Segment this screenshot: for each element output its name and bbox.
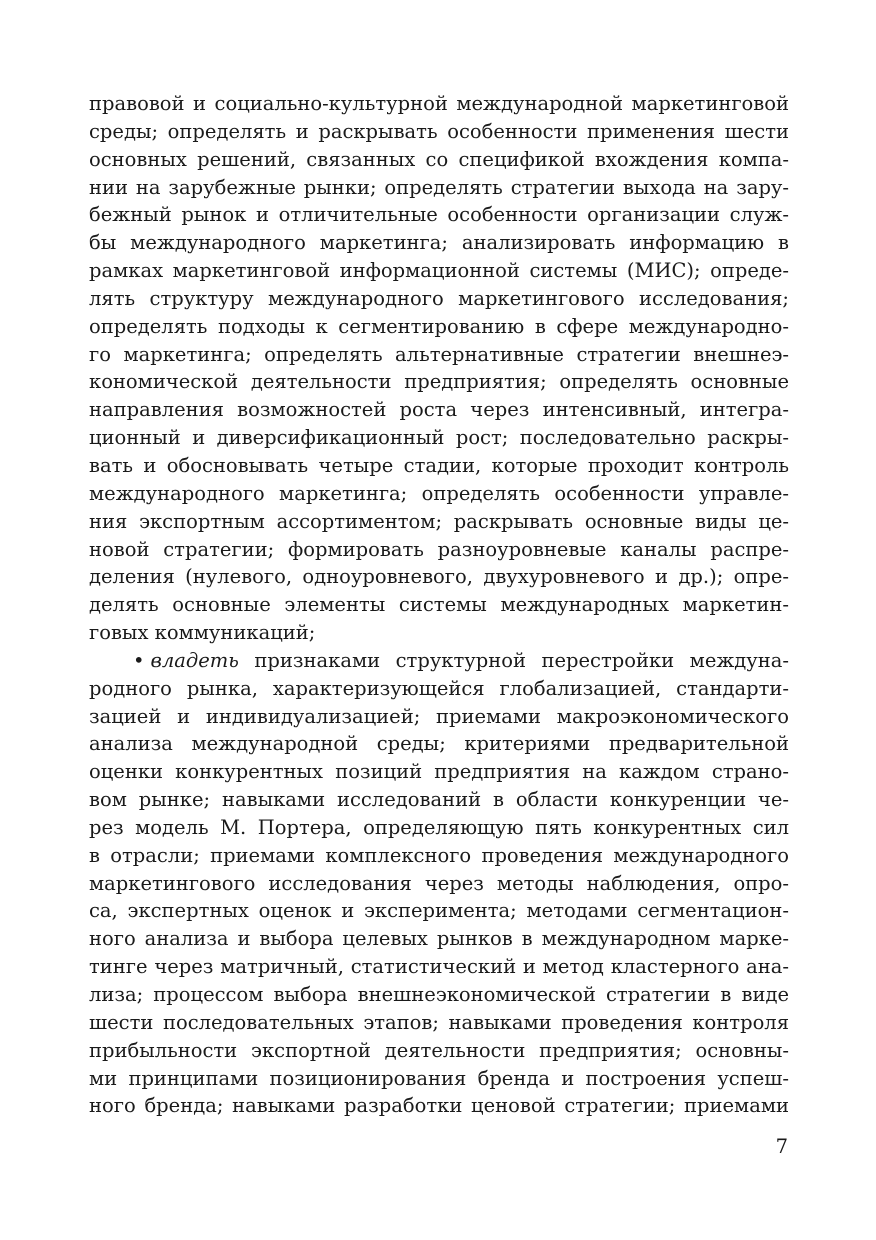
body-text (89, 90, 789, 1120)
text-line: рамках маркетинговой информационной системы (МИС); опреде- (89, 259, 789, 283)
text-line-first (89, 647, 789, 675)
text-line: маркетингового исследования через методы наблюдения, опро- (89, 871, 789, 895)
text-line: са, экспертных оценок и эксперимента; методами сегментацион- (89, 899, 789, 923)
text-line: лиза; процессом выбора внешнеэкономической стратегии в виде (89, 983, 789, 1006)
emphasis-term: владеть (150, 648, 239, 672)
text-line: оценки конкурентных позиций предприятия на каждом страно- (89, 760, 789, 784)
text-line: тинге через матричный, статистический и метод кластерного ана- (89, 955, 789, 979)
text-line: ния экспортным ассортиментом; раскрывать основные виды це- (89, 509, 789, 533)
text-line: бы международного маркетинга; анализировать информацию в (89, 231, 789, 255)
text-line: вом рынке; навыками исследований в области конкуренции че- (89, 788, 789, 812)
text-line: бежный рынок и отличительные особенности организации служ- (89, 203, 789, 227)
text-run: признаками структурной перестройки междуна- (238, 648, 789, 672)
text-line: анализа международной среды; критериями предварительной (89, 732, 789, 756)
text-line: направления возможностей роста через интенсивный, интегра- (89, 398, 789, 422)
bullet-marker: • (133, 648, 145, 672)
text-line: правовой и социально-культурной международной маркетинговой (89, 92, 789, 115)
text-line: деления (нулевого, одноуровневого, двухуровневого и др.); опре- (89, 565, 789, 589)
text-line: вать и обосновывать четыре стадии, которые проходит контроль (89, 453, 789, 477)
text-line: международного маркетинга; определять особенности управле- (89, 481, 789, 505)
text-line: прибыльности экспортной деятельности предприятия; основны- (89, 1038, 789, 1062)
text-line: говых коммуникаций; (89, 621, 316, 645)
text-line: в отрасли; приемами комплексного проведения международного (89, 843, 789, 867)
text-line: ми принципами позиционирования бренда и построения успеш- (89, 1066, 789, 1090)
text-line: ного бренда; навыками разработки ценовой стратегии; приемами (89, 1094, 789, 1118)
text-line: делять основные элементы системы международных маркетин- (89, 593, 789, 617)
text-line: кономической деятельности предприятия; определять основные (89, 370, 789, 394)
paragraph-skills-master (89, 647, 789, 1120)
text-line: новой стратегии; формировать разноуровневые каналы распре- (89, 537, 789, 561)
text-line: ного анализа и выбора целевых рынков в международном марке- (89, 927, 789, 951)
paragraph-skills-define (89, 90, 789, 647)
text-line: зацией и индивидуализацией; приемами макроэкономического (89, 704, 789, 728)
text-line: лять структуру международного маркетингового исследования; (89, 286, 789, 310)
text-line: среды; определять и раскрывать особенности применения шести (89, 119, 789, 143)
text-line: ционный и диверсификационный рост; последовательно раскры- (89, 426, 789, 450)
text-line: нии на зарубежные рынки; определять стратегии выхода на зару- (89, 175, 789, 199)
text-line: основных решений, связанных со спецификой вхождения компа- (89, 147, 789, 171)
text-line: шести последовательных этапов; навыками проведения контроля (89, 1010, 789, 1034)
page-number: 7 (775, 1135, 788, 1158)
text-line: родного рынка, характеризующейся глобализацией, стандарти- (89, 676, 789, 700)
text-line: определять подходы к сегментированию в сфере международно- (89, 314, 789, 338)
text-line: го маркетинга; определять альтернативные стратегии внешнеэ- (89, 342, 789, 366)
text-line: рез модель М. Портера, определяющую пять конкурентных сил (89, 815, 789, 839)
